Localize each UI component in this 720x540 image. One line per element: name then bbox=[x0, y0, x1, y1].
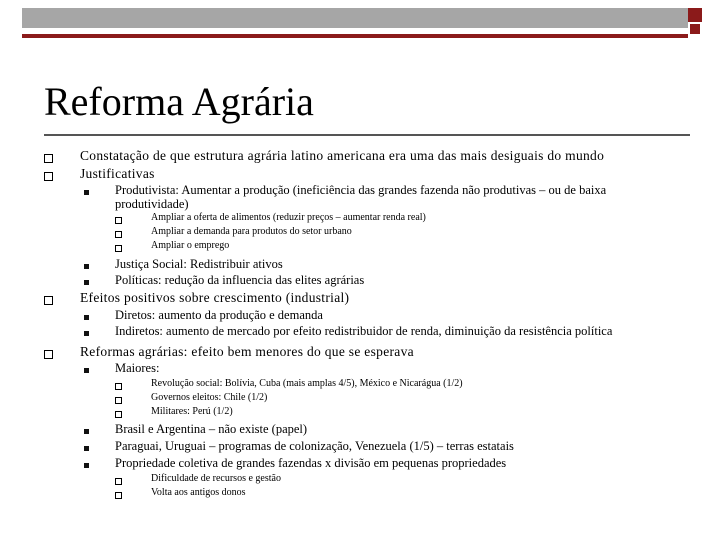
outline-line-level-2: Maiores: bbox=[115, 361, 160, 375]
outline-line-level-1: Constatação de que estrutura agrária latino americana era uma das mais desiguais do mundo bbox=[80, 148, 605, 163]
outline-line-level-2: Paraguai, Uruguai – programas de colonização, Venezuela (1/5) – terras estatais bbox=[115, 439, 514, 453]
outline-line-level-3: Governos eleitos: Chile (1/2) bbox=[151, 392, 268, 403]
corner-square-large bbox=[688, 8, 702, 22]
bullet-level-3-icon bbox=[115, 383, 122, 390]
outline-line-level-2: Brasil e Argentina – não existe (papel) bbox=[115, 422, 308, 436]
bullet-level-3-icon bbox=[115, 231, 122, 238]
bullet-level-3-icon bbox=[115, 245, 122, 252]
bullet-level-3-icon bbox=[115, 478, 122, 485]
bullet-level-1-icon bbox=[44, 350, 53, 359]
corner-square-small bbox=[690, 24, 700, 34]
bullet-level-3-icon bbox=[115, 397, 122, 404]
outline-line-level-2: Diretos: aumento da produção e demanda bbox=[115, 308, 323, 322]
title-underline bbox=[44, 134, 690, 136]
outline-line-level-1: Reformas agrárias: efeito bem menores do que se esperava bbox=[80, 344, 414, 359]
outline-line-level-3: Volta aos antigos donos bbox=[151, 487, 246, 498]
bullet-level-2-icon bbox=[84, 280, 89, 285]
bullet-level-3-icon bbox=[115, 492, 122, 499]
bullet-level-1-icon bbox=[44, 296, 53, 305]
bullet-level-2-icon bbox=[84, 463, 89, 468]
bullet-level-3-icon bbox=[115, 217, 122, 224]
outline-line-level-2: Propriedade coletiva de grandes fazendas x divisão em pequenas propriedades bbox=[115, 456, 507, 470]
outline-line-level-1: Justificativas bbox=[80, 166, 155, 181]
outline-line-level-3: Revolução social: Bolívia, Cuba (mais amplas 4/5), México e Nicarágua (1/2) bbox=[151, 378, 463, 389]
outline-line-level-3: Militares: Perú (1/2) bbox=[151, 406, 233, 417]
outline-line-level-3: Ampliar a oferta de alimentos (reduzir preços – aumentar renda real) bbox=[151, 212, 426, 223]
outline-line-level-2: Políticas: redução da influencia das elites agrárias bbox=[115, 273, 365, 287]
bullet-level-2-icon bbox=[84, 429, 89, 434]
bullet-level-3-icon bbox=[115, 411, 122, 418]
header-decoration-bar bbox=[22, 8, 688, 38]
bullet-level-2-icon bbox=[84, 315, 89, 320]
bullet-level-2-icon bbox=[84, 331, 89, 336]
outline-line-level-2: produtividade) bbox=[115, 197, 189, 211]
outline-line-level-3: Dificuldade de recursos e gestão bbox=[151, 473, 281, 484]
bullet-level-1-icon bbox=[44, 172, 53, 181]
bullet-level-1-icon bbox=[44, 154, 53, 163]
slide-title: Reforma Agrária bbox=[44, 79, 314, 124]
outline-line-level-2: Indiretos: aumento de mercado por efeito redistribuidor de renda, diminuição da resistência política bbox=[115, 324, 613, 338]
bullet-level-2-icon bbox=[84, 446, 89, 451]
bullet-level-2-icon bbox=[84, 264, 89, 269]
bullet-level-2-icon bbox=[84, 190, 89, 195]
header-red-band bbox=[22, 34, 688, 38]
outline-line-level-2: Justiça Social: Redistribuir ativos bbox=[115, 257, 283, 271]
outline-line-level-3: Ampliar a demanda para produtos do setor urbano bbox=[151, 226, 352, 237]
bullet-level-2-icon bbox=[84, 368, 89, 373]
outline-line-level-1: Efeitos positivos sobre crescimento (industrial) bbox=[80, 290, 350, 305]
outline-line-level-3: Ampliar o emprego bbox=[151, 240, 230, 251]
header-gray-band bbox=[22, 8, 688, 28]
outline-line-level-2: Produtivista: Aumentar a produção (ineficiência das grandes fazenda não produtivas – ou de baixa bbox=[115, 183, 607, 197]
